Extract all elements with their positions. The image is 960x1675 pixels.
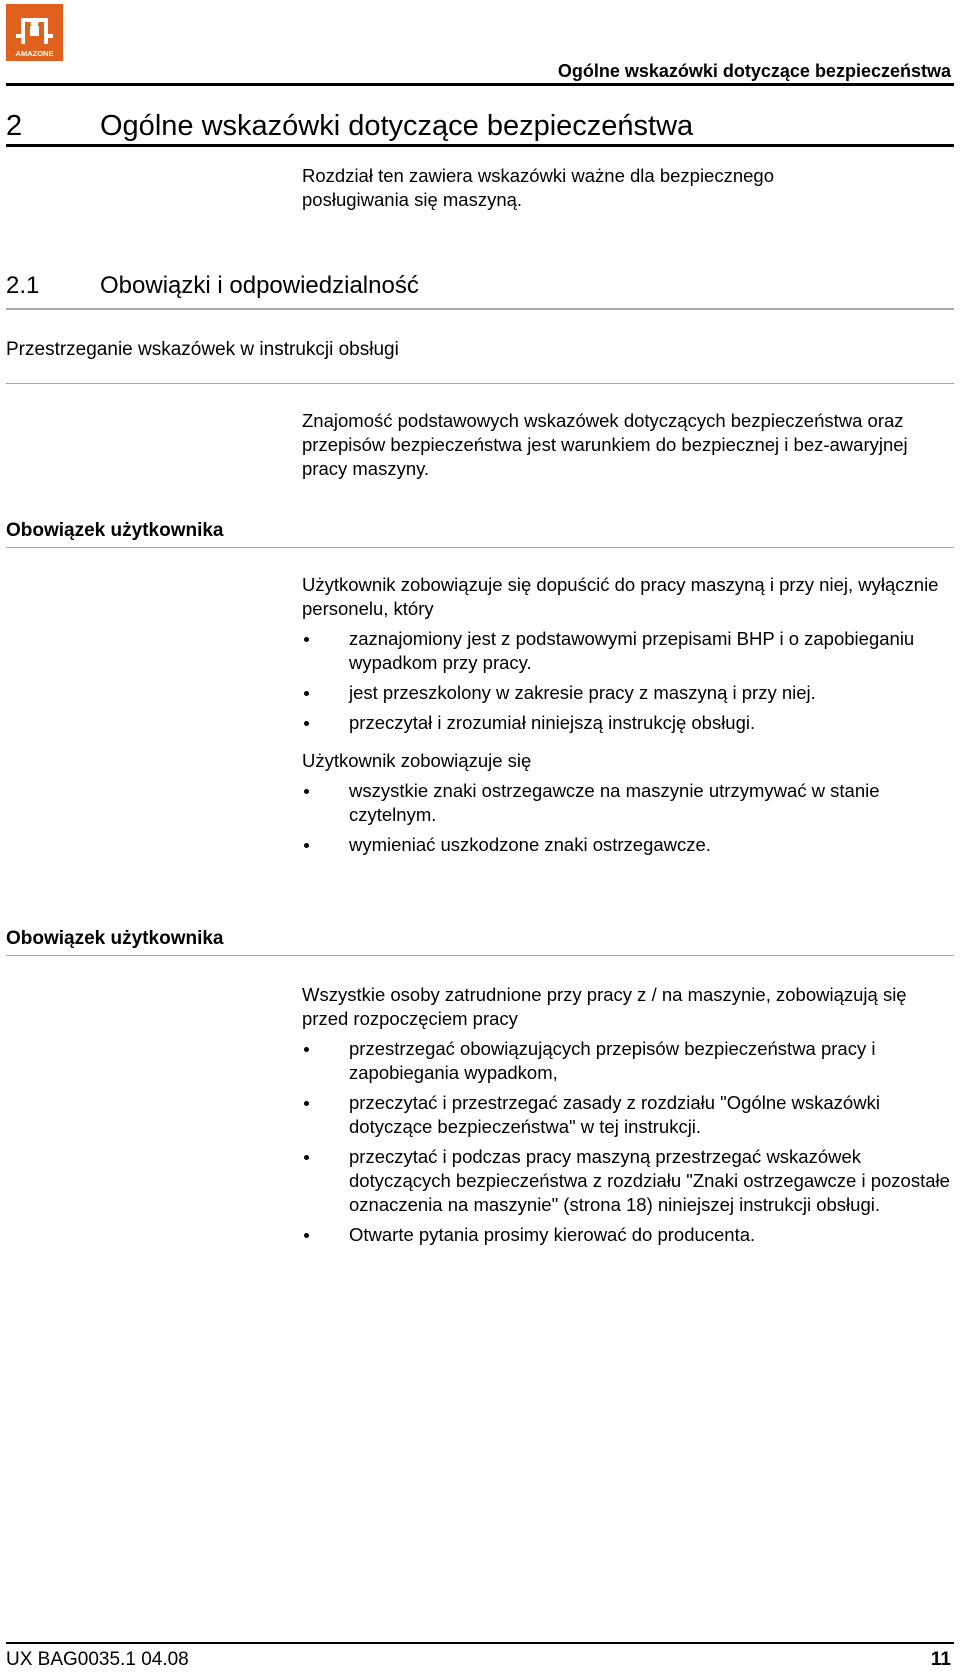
block2-intro: Użytkownik zobowiązuje się dopuścić do pracy maszyną i przy niej, wyłącznie personelu, który [302, 574, 939, 619]
list-item: zaznajomiony jest z podstawowymi przepisami BHP i o zapobieganiu wypadkom przy pracy. [302, 627, 952, 675]
header-rule [6, 83, 954, 86]
chapter-intro: Rozdział ten zawiera wskazówki ważne dla bezpiecznego posługiwania się maszyną. [302, 165, 774, 210]
block2-rule [6, 547, 954, 548]
list-item: przeczytał i zrozumiał niniejszą instrukcję obsługi. [302, 711, 952, 735]
block3-rule [6, 955, 954, 956]
block2-content [302, 573, 952, 863]
block3-content [302, 983, 952, 1253]
list-item: jest przeszkolony w zakresie pracy z maszyną i przy niej. [302, 681, 952, 705]
block1-rule [6, 383, 954, 384]
footer-rule [6, 1642, 954, 1644]
list-item: wymieniać uszkodzone znaki ostrzegawcze. [302, 833, 952, 857]
running-header-title: Ogólne wskazówki dotyczące bezpieczeństwa [557, 61, 951, 81]
section-number: 2.1 [6, 272, 40, 299]
block3-intro: Wszystkie osoby zatrudnione przy pracy z / na maszynie, zobowiązują się przed rozpoczęciem pracy [302, 984, 907, 1029]
block2-list [302, 627, 952, 735]
block1-label: Przestrzeganie wskazówek w instrukcji obsługi [6, 339, 399, 360]
section-title: Obowiązki i odpowiedzialność [100, 272, 419, 299]
list-item: wszystkie znaki ostrzegawcze na maszynie utrzymywać w stanie czytelnym. [302, 779, 952, 827]
document-id: UX BAG0035.1 04.08 [6, 1649, 189, 1670]
block2-intro2: Użytkownik zobowiązuje się [302, 750, 532, 771]
chapter-number: 2 [6, 110, 23, 142]
block3-list [302, 1037, 952, 1247]
block3-label: Obowiązek użytkownika [6, 928, 224, 949]
chapter-rule [6, 144, 954, 147]
logo-wordmark: AMAZONE [15, 49, 54, 58]
chapter-title: Ogólne wskazówki dotyczące bezpieczeństwa [100, 110, 694, 142]
list-item: przeczytać i przestrzegać zasady z rozdziału "Ogólne wskazówki dotyczące bezpieczeństwa" w tej instrukcji. [302, 1091, 952, 1139]
list-item: przestrzegać obowiązujących przepisów bezpieczeństwa pracy i zapobiegania wypadkom, [302, 1037, 952, 1085]
list-item: przeczytać i podczas pracy maszyną przestrzegać wskazówek dotyczących bezpieczeństwa z rozdziału "Znaki ostrzegawcze i pozostałe oznaczenia na maszynie" (strona 18) niniejszej instrukcji obsługi. [302, 1145, 952, 1217]
page-number: 11 [930, 1649, 951, 1670]
section-heading [6, 272, 419, 300]
block2-list2 [302, 779, 952, 857]
chapter-heading [6, 110, 693, 143]
block1-text: Znajomość podstawowych wskazówek dotyczących bezpieczeństwa oraz przepisów bezpieczeństwa jest warunkiem do bezpiecznej i bez-awaryjnej pracy maszyny. [302, 410, 908, 479]
section-rule [6, 308, 954, 310]
list-item: Otwarte pytania prosimy kierować do producenta. [302, 1223, 952, 1247]
amazone-logo [6, 4, 63, 61]
block2-label: Obowiązek użytkownika [6, 520, 224, 541]
